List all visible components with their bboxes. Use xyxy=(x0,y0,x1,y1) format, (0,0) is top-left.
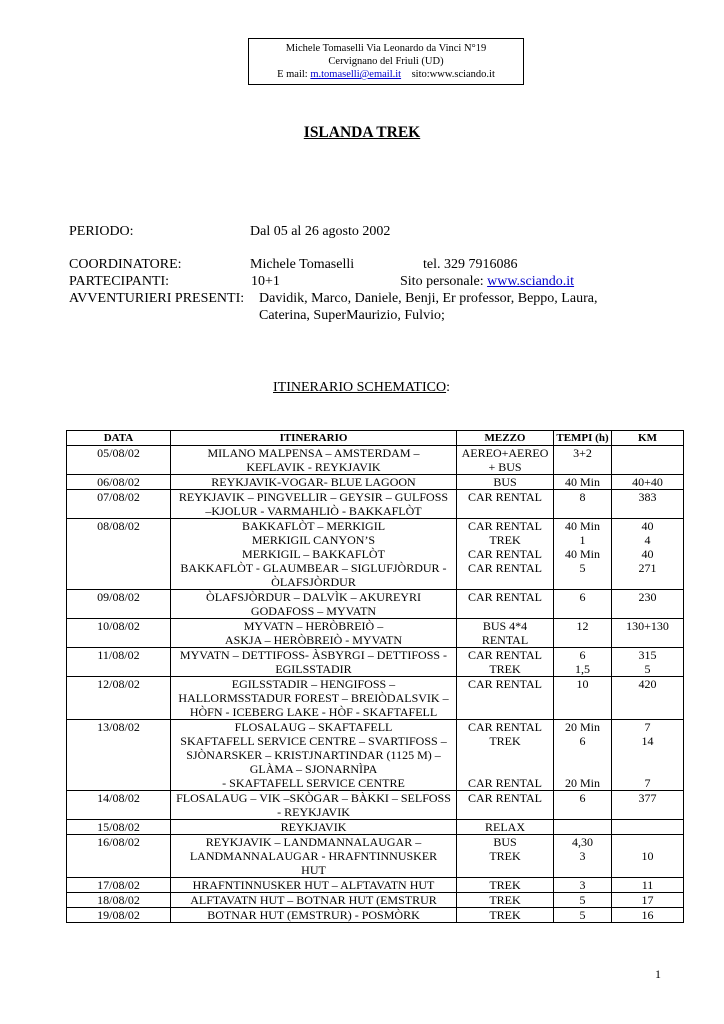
cell-km: 230 xyxy=(612,590,684,619)
avv-line1: Davidik, Marco, Daniele, Benji, Er professor, Beppo, Laura, xyxy=(259,291,598,306)
cell-km: 383 xyxy=(612,490,684,519)
cell-mezzo: CAR RENTAL xyxy=(457,590,554,619)
cell-km: 315 5 xyxy=(612,648,684,677)
cell-km: 130+130 xyxy=(612,619,684,648)
cell-mezzo: BUS 4*4 RENTAL xyxy=(457,619,554,648)
cell-tempi: 5 xyxy=(554,908,612,923)
cell-tempi: 4,30 3 xyxy=(554,835,612,878)
cell-tempi: 6 xyxy=(554,590,612,619)
table-row xyxy=(67,835,684,878)
cell-data: 08/08/02 xyxy=(67,519,171,590)
cell-data: 09/08/02 xyxy=(67,590,171,619)
header-km: KM xyxy=(612,431,684,446)
cell-itinerario: REYKJAVIK – LANDMANNALAUGAR – LANDMANNALAUGAR - HRAFNTINNUSKER HUT xyxy=(171,835,457,878)
site-text: sito:www.sciando.it xyxy=(411,69,495,80)
cell-mezzo: BUS TREK xyxy=(457,835,554,878)
cell-km: 420 xyxy=(612,677,684,720)
cell-mezzo: AEREO+AEREO + BUS xyxy=(457,446,554,475)
tel-value: tel. 329 7916086 xyxy=(423,257,518,272)
email-link[interactable]: m.tomaselli@email.it xyxy=(310,69,402,80)
cell-km: 40 4 40 271 xyxy=(612,519,684,590)
cell-itinerario: FLOSALAUG – VIK –SKÒGAR – BÀKKI – SELFOSS - REYKJAVIK xyxy=(171,791,457,820)
cell-itinerario: FLOSALAUG – SKAFTAFELL SKAFTAFELL SERVICE CENTRE – SVARTIFOSS – SJÒNARSKER – KRISTJNARTINDAR (1125 M) – GLÀMA – SJONARNÌPA - SKAFTAFELL SERVICE CENTRE xyxy=(171,720,457,791)
cell-data: 13/08/02 xyxy=(67,720,171,791)
page-number: 1 xyxy=(655,967,661,981)
cell-mezzo: CAR RENTAL TREK xyxy=(457,648,554,677)
table-row xyxy=(67,820,684,835)
cell-mezzo: CAR RENTAL xyxy=(457,490,554,519)
header-itinerario: ITINERARIO xyxy=(171,431,457,446)
cell-tempi: 20 Min 6 20 Min xyxy=(554,720,612,791)
cell-mezzo: TREK xyxy=(457,878,554,893)
cell-km xyxy=(612,446,684,475)
cell-tempi: 8 xyxy=(554,490,612,519)
sito-line xyxy=(400,273,574,291)
avv-label: AVVENTURIERI PRESENTI: xyxy=(69,291,245,306)
cell-mezzo: RELAX xyxy=(457,820,554,835)
table-header-row xyxy=(67,431,684,446)
cell-tempi: 6 1,5 xyxy=(554,648,612,677)
cell-mezzo: CAR RENTAL xyxy=(457,791,554,820)
cell-km: 377 xyxy=(612,791,684,820)
periodo-label: PERIODO: xyxy=(69,224,134,239)
cell-data: 07/08/02 xyxy=(67,490,171,519)
cell-mezzo: CAR RENTAL TREK CAR RENTAL xyxy=(457,720,554,791)
cell-tempi xyxy=(554,820,612,835)
sito-link[interactable]: www.sciando.it xyxy=(487,274,575,289)
cell-tempi: 3+2 xyxy=(554,446,612,475)
itinerary-table xyxy=(66,430,684,923)
cell-tempi: 40 Min xyxy=(554,475,612,490)
page-title: ISLANDA TREK xyxy=(303,124,421,141)
header-box xyxy=(248,38,524,85)
part-value: 10+1 xyxy=(251,274,280,289)
header-city: Cervignano del Friuli (UD) xyxy=(328,56,444,67)
section-subtitle xyxy=(273,380,450,396)
table-row xyxy=(67,648,684,677)
periodo-value: Dal 05 al 26 agosto 2002 xyxy=(250,224,391,239)
cell-itinerario: ALFTAVATN HUT – BOTNAR HUT (EMSTRUR xyxy=(171,893,457,908)
cell-data: 19/08/02 xyxy=(67,908,171,923)
sito-label: Sito personale: xyxy=(400,274,484,289)
cell-itinerario: MYVATN – HERÒBREIÒ – ASKJA – HERÒBREIÒ - MYVATN xyxy=(171,619,457,648)
table-row xyxy=(67,893,684,908)
cell-data: 11/08/02 xyxy=(67,648,171,677)
table-row xyxy=(67,619,684,648)
cell-km: 11 xyxy=(612,878,684,893)
table-row xyxy=(67,475,684,490)
cell-data: 14/08/02 xyxy=(67,791,171,820)
email-label: E mail: xyxy=(277,69,308,80)
table-row xyxy=(67,878,684,893)
part-label: PARTECIPANTI: xyxy=(69,274,170,289)
coord-label: COORDINATORE: xyxy=(69,257,182,272)
cell-mezzo: TREK xyxy=(457,908,554,923)
cell-data: 05/08/02 xyxy=(67,446,171,475)
cell-km: 16 xyxy=(612,908,684,923)
cell-data: 18/08/02 xyxy=(67,893,171,908)
cell-itinerario: REYKJAVIK – PINGVELLIR – GEYSIR – GULFOSS –KJOLUR - VARMAHLIÒ - BAKKAFLÒT xyxy=(171,490,457,519)
cell-itinerario: EGILSSTADIR – HENGIFOSS – HALLORMSSTADUR FOREST – BREIÒDALSVIK – HÒFN - ICEBERG LAKE - HÒF - SKAFTAFELL xyxy=(171,677,457,720)
cell-data: 17/08/02 xyxy=(67,878,171,893)
header-address: Michele Tomaselli Via Leonardo da Vinci N°19 xyxy=(285,43,487,54)
table-row xyxy=(67,590,684,619)
subtitle-colon: : xyxy=(446,380,450,395)
header-tempi: TEMPI (h) xyxy=(554,431,612,446)
cell-tempi: 6 xyxy=(554,791,612,820)
cell-data: 10/08/02 xyxy=(67,619,171,648)
cell-tempi: 10 xyxy=(554,677,612,720)
cell-mezzo: CAR RENTAL TREK CAR RENTAL CAR RENTAL xyxy=(457,519,554,590)
table-row xyxy=(67,791,684,820)
cell-data: 12/08/02 xyxy=(67,677,171,720)
cell-itinerario: MILANO MALPENSA – AMSTERDAM – KEFLAVIK - REYKJAVIK xyxy=(171,446,457,475)
cell-km xyxy=(612,820,684,835)
table-row xyxy=(67,519,684,590)
cell-data: 16/08/02 xyxy=(67,835,171,878)
cell-itinerario: BOTNAR HUT (EMSTRUR) - POSMÒRK xyxy=(171,908,457,923)
cell-km: 40+40 xyxy=(612,475,684,490)
table-row xyxy=(67,490,684,519)
cell-mezzo: TREK xyxy=(457,893,554,908)
cell-itinerario: MYVATN – DETTIFOSS- ÀSBYRGI – DETTIFOSS - EGILSSTADIR xyxy=(171,648,457,677)
cell-itinerario: REYKJAVIK-VOGAR- BLUE LAGOON xyxy=(171,475,457,490)
table-row xyxy=(67,677,684,720)
coord-value: Michele Tomaselli xyxy=(250,257,355,272)
table-row xyxy=(67,446,684,475)
cell-data: 06/08/02 xyxy=(67,475,171,490)
cell-tempi: 3 xyxy=(554,878,612,893)
cell-km: 17 xyxy=(612,893,684,908)
cell-itinerario: REYKJAVIK xyxy=(171,820,457,835)
table-row xyxy=(67,720,684,791)
cell-km: 7 14 7 xyxy=(612,720,684,791)
cell-itinerario: ÒLAFSJÒRDUR – DALVÌK – AKUREYRI GODAFOSS – MYVATN xyxy=(171,590,457,619)
cell-mezzo: BUS xyxy=(457,475,554,490)
cell-itinerario: HRAFNTINNUSKER HUT – ALFTAVATN HUT xyxy=(171,878,457,893)
cell-itinerario: BAKKAFLÒT – MERKIGIL MERKIGIL CANYON’S MERKIGIL – BAKKAFLÒT BAKKAFLÒT - GLAUMBEAR – SIGLUFJÒRDUR - ÒLAFSJÒRDUR xyxy=(171,519,457,590)
cell-tempi: 40 Min 1 40 Min 5 xyxy=(554,519,612,590)
cell-mezzo: CAR RENTAL xyxy=(457,677,554,720)
table-row xyxy=(67,908,684,923)
subtitle-text: ITINERARIO SCHEMATICO xyxy=(273,380,447,395)
cell-km: 10 xyxy=(612,835,684,878)
header-contacts xyxy=(249,68,523,81)
avv-line2: Caterina, SuperMaurizio, Fulvio; xyxy=(259,308,445,323)
cell-data: 15/08/02 xyxy=(67,820,171,835)
cell-tempi: 12 xyxy=(554,619,612,648)
header-data: DATA xyxy=(67,431,171,446)
cell-tempi: 5 xyxy=(554,893,612,908)
header-mezzo: MEZZO xyxy=(457,431,554,446)
